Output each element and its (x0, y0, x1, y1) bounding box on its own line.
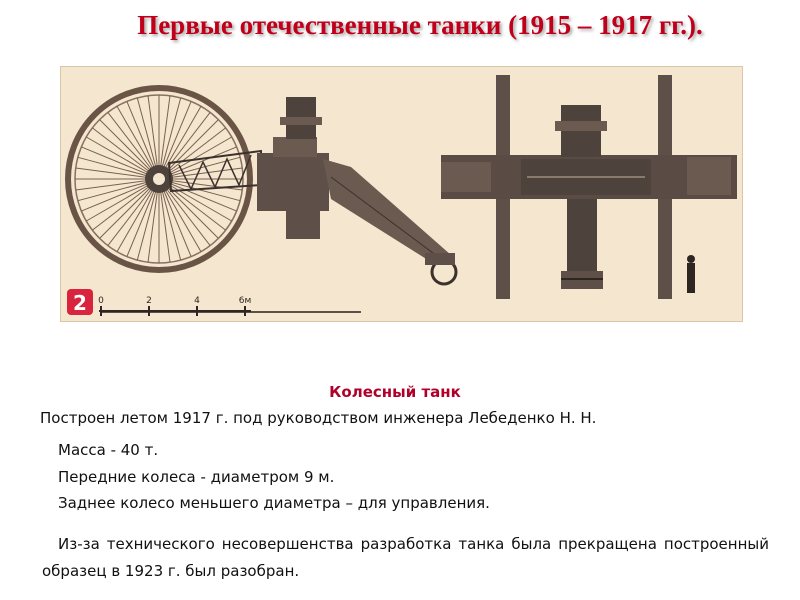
person-silhouette (687, 255, 695, 293)
spec-steering: Заднее колесо меньшего диаметра – для управления. (58, 494, 490, 512)
tank-drawing (61, 67, 742, 321)
scale-label: 4 (194, 296, 200, 306)
spec-wheels: Передние колеса - диаметром 9 м. (58, 468, 335, 486)
slide-title: Первые отечественные танки (1915 – 1917 гг.). (137, 10, 703, 40)
scale-label: 6м (238, 296, 252, 306)
history-note: Из-за технического несовершенства разработка танка была прекращена построенный образец в 1923 г. был разобран. (42, 535, 769, 580)
figure-number-badge (67, 289, 93, 315)
scale-label: 2 (146, 296, 152, 306)
built-info: Построен летом 1917 г. под руководством инженера Лебеденко Н. Н. (40, 409, 597, 427)
spec-mass: Масса - 40 т. (58, 441, 159, 459)
figure-caption: Колесный танк (329, 383, 461, 401)
side-hull (257, 97, 456, 284)
scale-label: 0 (98, 296, 104, 306)
big-wheel (68, 88, 250, 270)
figure-number: 2 (73, 291, 87, 315)
tank-illustration (60, 66, 743, 322)
